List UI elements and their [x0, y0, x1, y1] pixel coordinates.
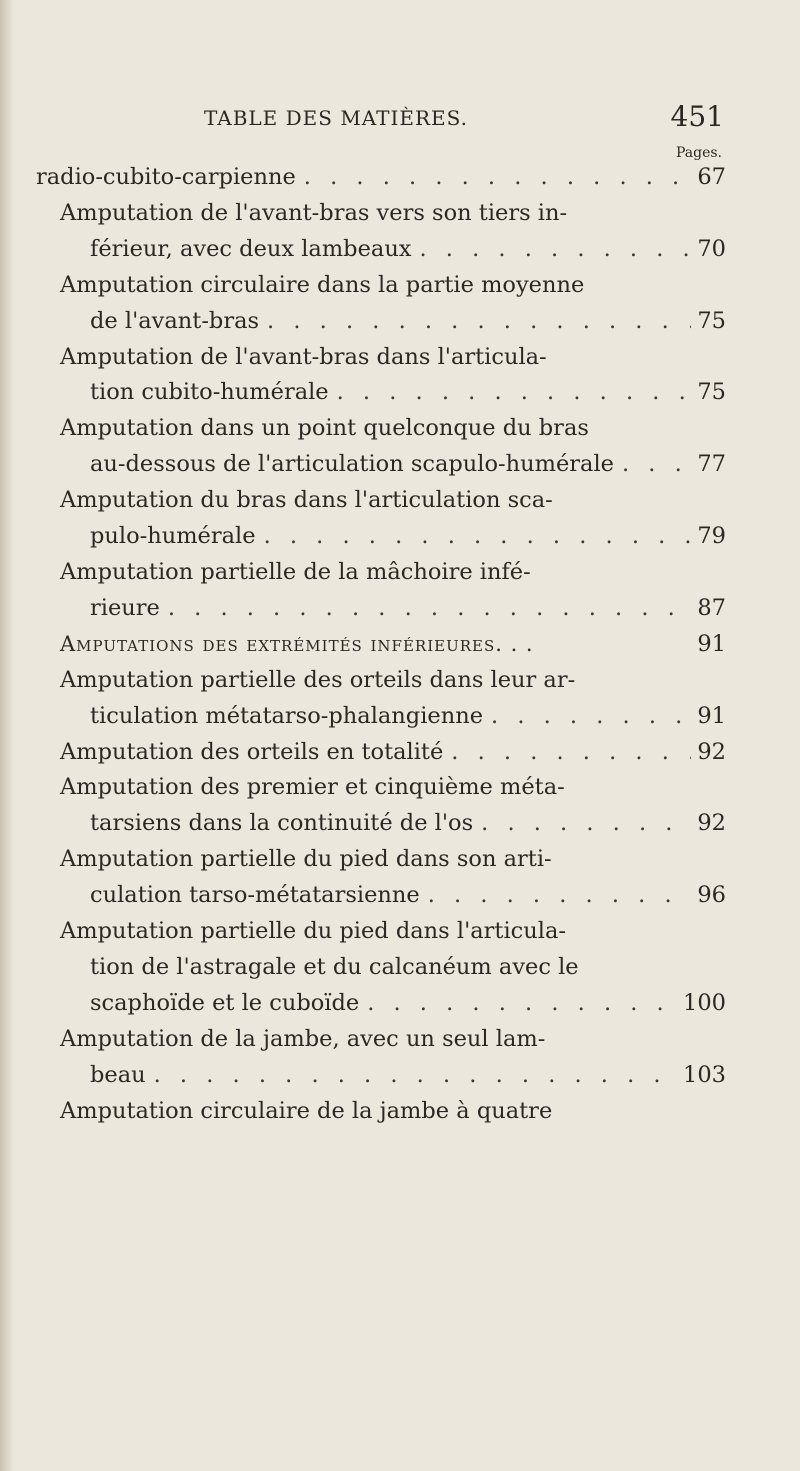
toc-entry — [36, 1022, 726, 1094]
toc-entry-line — [36, 1022, 726, 1058]
pages-column-label: Pages. — [675, 145, 722, 161]
toc-entry — [36, 1094, 726, 1130]
dot-leader — [304, 160, 692, 196]
toc-entry-text: Amputation dans un point quelconque du bras — [60, 415, 589, 442]
toc-page-number: 75 — [697, 307, 726, 334]
toc-entry-line — [36, 340, 726, 376]
toc-page-number: 100 — [683, 989, 726, 1016]
toc-entry — [36, 555, 726, 627]
toc-entry-text: tion de l'astragale et du calcanéum avec le — [90, 953, 579, 980]
toc-entry-line — [36, 986, 726, 1022]
header-title: TABLE DES MATIÈRES. — [204, 106, 468, 130]
toc-entry-line — [36, 914, 726, 950]
toc-entry-text: férieur, avec deux lambeaux — [90, 235, 412, 262]
toc-entry-text: Amputation partielle du pied dans son arti- — [60, 846, 552, 873]
toc-entry-line — [36, 806, 726, 842]
toc-entry-line — [36, 232, 726, 268]
toc-entry — [36, 842, 726, 914]
toc-entry-line — [36, 842, 726, 878]
page-binding-edge — [0, 0, 14, 1471]
toc-entry-line — [36, 160, 726, 196]
toc-entry-line — [36, 950, 726, 986]
toc-entry-text: Amputation des orteils en totalité — [60, 738, 444, 765]
dot-leader — [337, 375, 692, 411]
toc-entry — [36, 411, 726, 483]
toc-entry — [36, 196, 726, 268]
toc-entry-line — [36, 447, 726, 483]
dot-leader — [154, 1058, 677, 1094]
toc-entry-text: radio-cubito-carpienne — [36, 164, 296, 190]
table-of-contents — [36, 160, 726, 1129]
toc-entry-line — [36, 483, 726, 519]
toc-page-number: 92 — [697, 810, 726, 837]
toc-entry-text: tion cubito-humérale — [90, 379, 329, 406]
toc-entry — [36, 770, 726, 842]
dot-leader — [428, 878, 692, 914]
toc-entry — [36, 627, 726, 663]
toc-entry-line — [36, 735, 726, 771]
toc-entry-line — [36, 591, 726, 627]
toc-entry — [36, 663, 726, 735]
toc-entry-line — [36, 770, 726, 806]
toc-entry-text: culation tarso-métatarsienne — [90, 882, 420, 909]
toc-entry-text: Amputation du bras dans l'articulation sca- — [60, 487, 553, 514]
toc-entry-text: tarsiens dans la continuité de l'os — [90, 810, 474, 837]
toc-entry-text: beau — [90, 1061, 146, 1088]
toc-entry-text: Amputation circulaire de la jambe à quatre — [60, 1097, 553, 1124]
toc-page-number: 103 — [683, 1061, 726, 1088]
toc-entry-line — [36, 663, 726, 699]
toc-page-number: 92 — [697, 738, 726, 765]
toc-page-number: 91 — [697, 630, 726, 657]
toc-entry-line — [36, 878, 726, 914]
toc-entry-line — [36, 411, 726, 447]
toc-entry-text: Amputation partielle des orteils dans leur ar- — [60, 666, 576, 693]
dot-leader — [264, 519, 692, 555]
toc-entry-line — [36, 519, 726, 555]
dot-leader — [267, 304, 691, 340]
toc-page-number: 87 — [697, 594, 726, 621]
dot-leader — [491, 699, 691, 735]
toc-entry-line — [36, 699, 726, 735]
toc-entry — [36, 735, 726, 771]
toc-entry-line — [36, 268, 726, 304]
toc-entry-text: pulo-humérale — [90, 523, 256, 550]
toc-page-number: 70 — [697, 235, 726, 262]
dot-leader — [451, 735, 691, 771]
toc-entry-text: Amputation de la jambe, avec un seul lam- — [60, 1025, 546, 1052]
dot-leader — [622, 447, 691, 483]
toc-entry-text: Amputation circulaire dans la partie moyenne — [60, 271, 585, 298]
toc-entry — [36, 914, 726, 1022]
dot-leader — [367, 986, 677, 1022]
toc-entry — [36, 268, 726, 340]
toc-page-number: 96 — [697, 882, 726, 909]
dot-leader — [481, 806, 691, 842]
toc-page-number: 91 — [697, 702, 726, 729]
toc-entry-line — [36, 555, 726, 591]
toc-entry — [36, 160, 726, 196]
toc-entry-line — [36, 1058, 726, 1094]
toc-entry-text: Amputation partielle de la mâchoire infé- — [60, 558, 531, 585]
toc-entry-text: Amputation de l'avant-bras dans l'articula- — [60, 343, 547, 370]
toc-entry — [36, 340, 726, 412]
toc-page-number: 67 — [697, 164, 726, 190]
toc-entry-text: Amputations des extrémités inférieures. . . — [60, 631, 534, 656]
toc-entry-line — [36, 1094, 726, 1130]
toc-entry-line — [36, 304, 726, 340]
toc-page-number: 79 — [697, 523, 726, 550]
toc-entry-text: Amputation des premier et cinquième méta- — [60, 774, 565, 801]
toc-entry-text: scaphoïde et le cuboïde — [90, 989, 360, 1016]
toc-page-number: 75 — [697, 379, 726, 406]
toc-entry-text: Amputation partielle du pied dans l'articula- — [60, 918, 566, 945]
toc-entry — [36, 483, 726, 555]
toc-entry-text: rieure — [90, 594, 160, 621]
toc-entry-text: de l'avant-bras — [90, 307, 260, 334]
running-header — [204, 100, 724, 144]
toc-entry-text: au-dessous de l'articulation scapulo-humérale — [90, 451, 614, 478]
toc-entry-text: Amputation de l'avant-bras vers son tiers in- — [60, 199, 568, 226]
toc-entry-line — [36, 375, 726, 411]
dot-leader — [168, 591, 692, 627]
toc-page-number: 77 — [697, 451, 726, 478]
header-page-number: 451 — [670, 100, 724, 133]
toc-entry-text: ticulation métatarso-phalangienne — [90, 702, 484, 729]
toc-entry-line — [36, 627, 726, 663]
toc-entry-line — [36, 196, 726, 232]
dot-leader — [420, 232, 692, 268]
